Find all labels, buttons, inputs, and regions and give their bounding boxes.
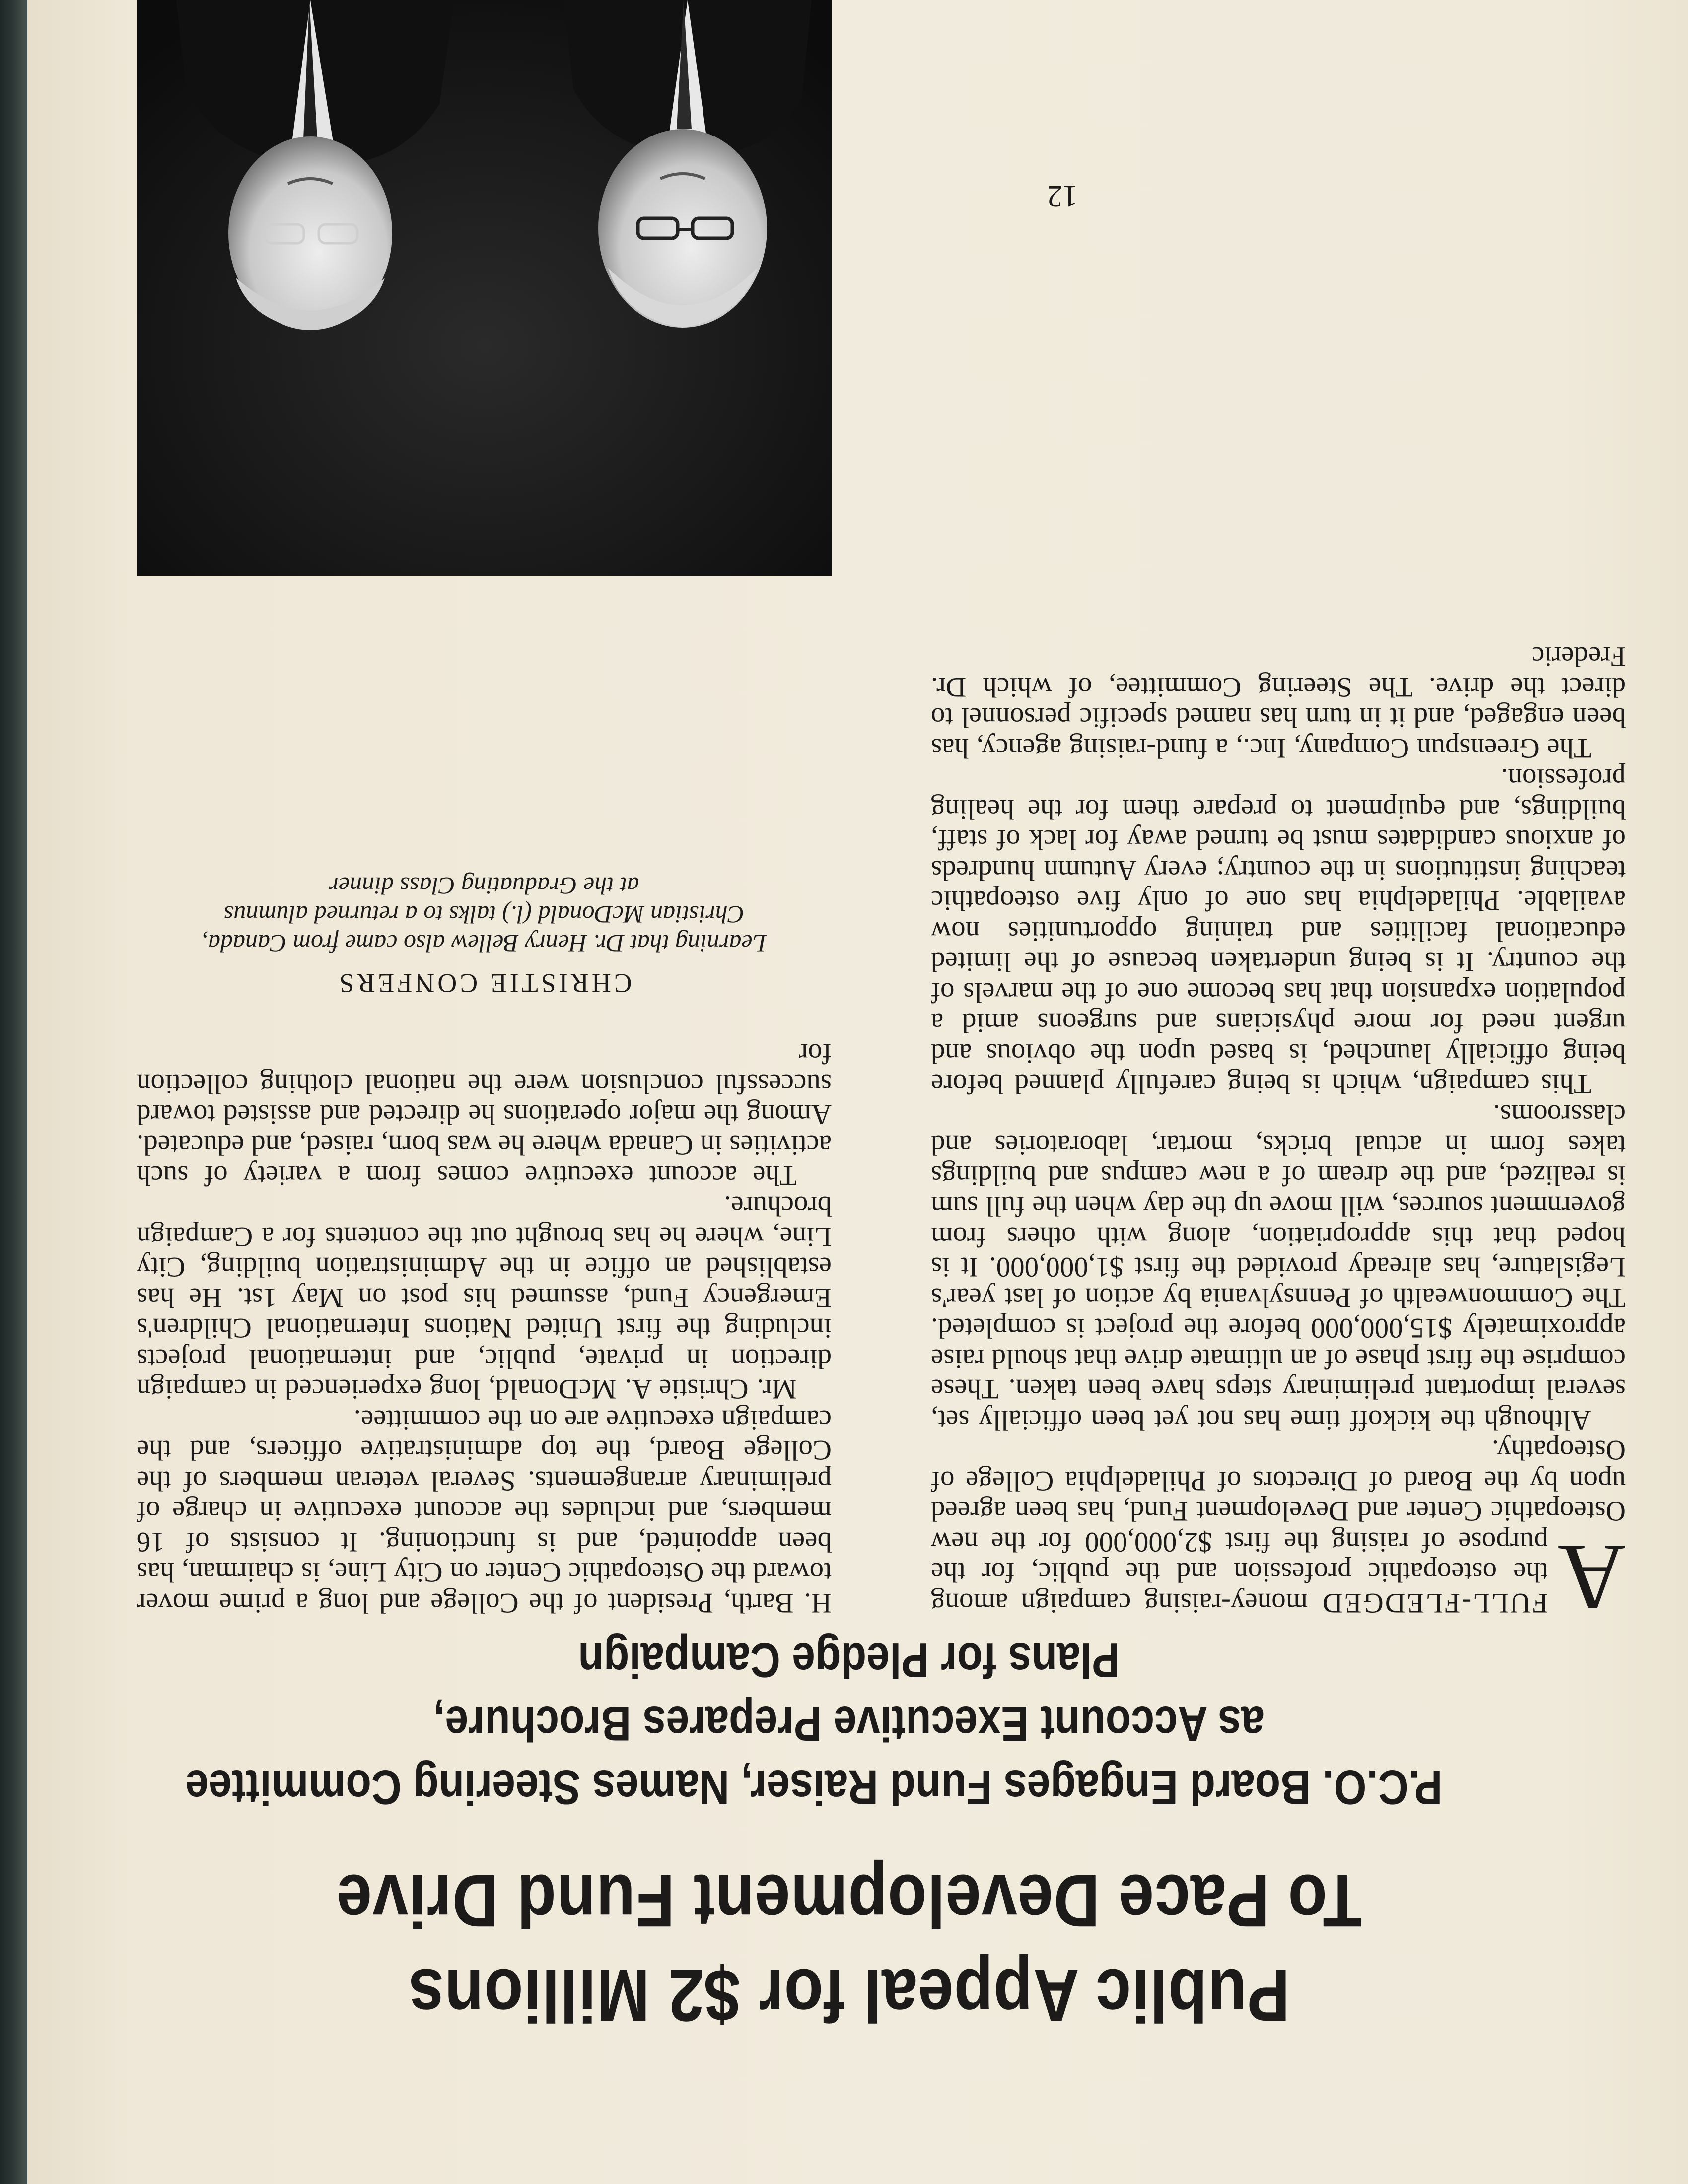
article-paragraph-6: Mr. Christie A. McDonald, long experienced in campaign direction in private, public, and international projects including the first United Nations International Children's Emergency Fund, assumed his post on May 1st. He has established an office in the Administration building, City Line, where he has brought out the contents for a Campaign brochure. [137,1190,832,1405]
caption-text [137,872,832,958]
article-paragraph-7: The account executive comes from a variety of such activities in Canada where he was born, raised, and educated. Among the major operations he directed and assisted toward successful conclusion were the national clothing collection for [137,1038,832,1191]
article-column-right [137,872,832,1618]
caption-line-2: Christian McDonald (l.) talks to a returned alumnus [223,901,745,929]
page-number: 12 [1047,179,1078,213]
caption-line-3: at the Graduating Class dinner [329,872,639,900]
lead-in-smallcaps: FULL-FLEDGED [1321,1587,1548,1619]
article-paragraph-5: H. Barth, President of the College and long a prime mover toward the Osteopathic Center on City Line, is chairman, has been appointed, and is functioning. It consists of 16 members, and includes the account executive in charge of preliminary arrangements. Several veteran members of the College Board, the top administrative officers, and the campaign executive are on the committee. [137,1404,832,1619]
photo-caption [137,872,832,999]
article-column-left [931,641,1626,1629]
subheadline-line-1: P.C.O. Board Engages Fund Raiser, Names Steering Committee [185,1760,1443,1815]
photo-illustration [137,0,832,576]
subheadline-block [159,1629,1539,1819]
caption-line-1: Learning that Dr. Henry Bellew also came from Canada, [202,930,767,957]
headline-block [159,1629,1539,2043]
headline-line-2: To Pace Development Fund Drive [336,1859,1362,1943]
subheadline-line-2: as Account Executive Prepares Brochure, [433,1697,1265,1751]
binding-edge [0,0,27,2184]
article-paragraph-4: The Greenspun Company, Inc., a fund-raising agency, has been engaged, and it in turn has named specific personnel to direct the drive. The Steering Committee, of which Dr. Frederic [931,641,1626,764]
article-paragraph-1 [931,1434,1626,1629]
drop-cap: A [1557,1525,1626,1629]
caption-title: CHRISTIE CONFERS [336,968,632,999]
photo-two-men [137,0,832,576]
paragraph-1-text: money-raising campaign among the osteopathic profession and the public, for the purpose of raising the first $2,000,000 for the new Osteopathic Center and Development Fund, has been agreed upon by the Board of Directors of Philadelphia College of Osteopathy. [931,1434,1626,1619]
headline-line-1: Public Appeal for $2 Millions [408,1954,1290,2037]
article-paragraph-3: This campaign, which is being carefully planned before being officially launched, is based upon the obvious and urgent need for more physicians and surgeons amid a population expansion that has become one of the marvels of the country. It is being undertaken because of the limited educational facilities and training opportunities now available. Philadelphia has one of only five osteopathic teaching institutions in the country; every Autumn hundreds of anxious candidates must be turned away for lack of staff, buildings, and equipment to prepare them for the healing profession. [931,763,1626,1100]
article-paragraph-2: Although the kickoff time has not yet been officially set, several important preliminary steps have been taken. These comprise the first phase of an ultimate drive that should raise approximately $15,000,000 before the project is completed. The Commonwealth of Pennsylvania by action of last year's Legislature, has already provided the first $1,000,000. It is hoped that this appropriation, along with others from government sources, will move up the day when the full sum is realized, and the dream of a new campus and buildings takes form in actual bricks, mortar, laboratories and classrooms. [931,1099,1626,1435]
subheadline-line-3: Plans for Pledge Campaign [578,1633,1120,1688]
